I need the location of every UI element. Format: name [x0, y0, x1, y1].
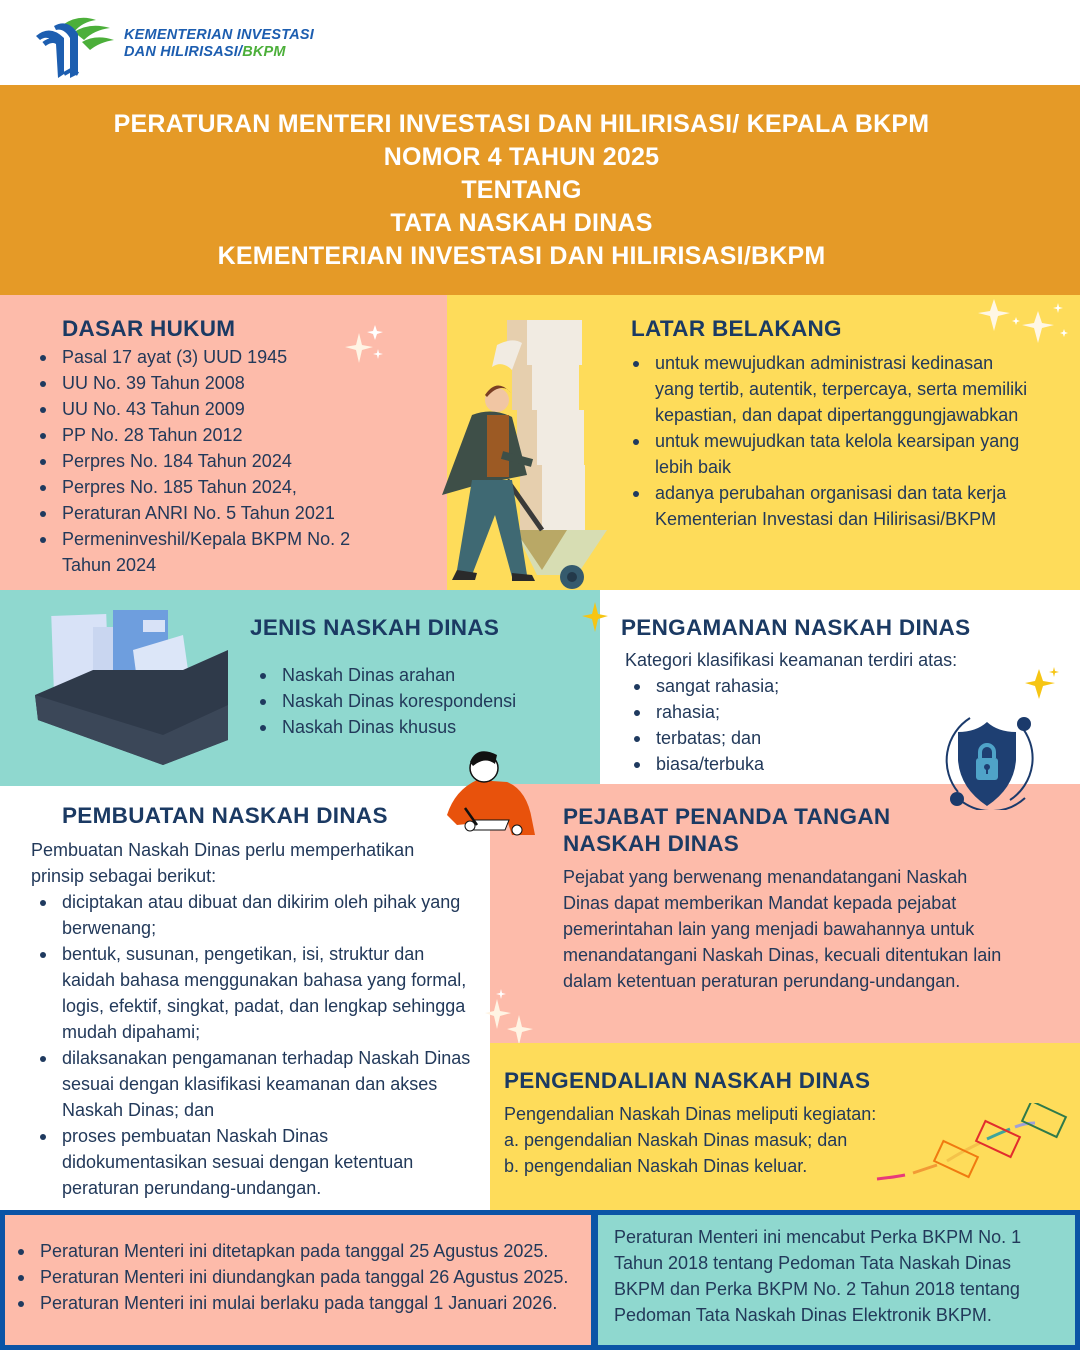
list-item: Peraturan ANRI No. 5 Tahun 2021 [37, 500, 397, 526]
list-item: Naskah Dinas khusus [257, 714, 577, 740]
footer-dates-list [15, 1238, 595, 1316]
list-item: sangat rahasia; [631, 673, 891, 699]
sparkle-icon [580, 600, 610, 636]
dasar-hukum-list [37, 344, 397, 578]
logo-header [0, 0, 1080, 85]
sparkle-icon [972, 295, 1072, 353]
latar-belakang-list [630, 350, 1035, 532]
list-item: adanya perubahan organisasi dan tata kerja Kementerian Investasi dan Hilirisasi/BKPM [630, 480, 1035, 532]
list-item: Naskah Dinas arahan [257, 662, 577, 688]
list-item: proses pembuatan Naskah Dinas didokumentasikan sesuai dengan ketentuan peraturan perundang-undangan. [37, 1123, 477, 1201]
pembuatan-list [37, 889, 477, 1201]
banner-line-4: TATA NASKAH DINAS [390, 209, 653, 237]
list-item: PP No. 28 Tahun 2012 [37, 422, 397, 448]
list-item: Peraturan Menteri ini ditetapkan pada tanggal 25 Agustus 2025. [15, 1238, 595, 1264]
list-item: untuk mewujudkan administrasi kedinasan yang tertib, autentik, terpercaya, serta memiliki kepastian, dan dapat dipertanggungjawabkan [630, 350, 1035, 428]
section-title: PEMBUATAN NASKAH DINAS [62, 803, 388, 828]
list-item: bentuk, susunan, pengetikan, isi, struktur dan kaidah bahasa menggunakan bahasa yang formal, logis, efektif, singkat, padat, dan lengkap sehingga mudah dipahami; [37, 941, 477, 1045]
list-item: biasa/terbuka [631, 751, 891, 777]
list-item: diciptakan atau dibuat dan dikirim oleh pihak yang berwenang; [37, 889, 477, 941]
man-pushing-documents-illustration [417, 315, 627, 590]
pengendalian-intro: Pengendalian Naskah Dinas meliputi kegiatan: [504, 1104, 877, 1124]
sparkle-icon [485, 989, 535, 1049]
list-item: UU No. 39 Tahun 2008 [37, 370, 397, 396]
logo-line-2-accent: BKPM [242, 44, 286, 60]
footer-revocation-box [593, 1210, 1080, 1350]
list-item: Perpres No. 184 Tahun 2024 [37, 448, 397, 474]
section-title: JENIS NASKAH DINAS [250, 615, 500, 640]
jenis-list [257, 662, 577, 740]
ministry-logo-icon [34, 14, 116, 78]
pengamanan-list [631, 673, 891, 777]
section-title: LATAR BELAKANG [631, 316, 842, 341]
section-pembuatan-naskah-dinas [0, 786, 490, 1210]
list-item: Naskah Dinas korespondensi [257, 688, 577, 714]
section-title: PEJABAT PENANDA TANGAN NASKAH DINAS [563, 804, 891, 856]
banner-line-3: TENTANG [461, 176, 582, 204]
section-pengendalian-naskah-dinas [490, 1043, 1080, 1210]
pengendalian-item-b: b. pengendalian Naskah Dinas keluar. [504, 1156, 808, 1176]
pengamanan-intro: Kategori klasifikasi keamanan terdiri atas: [625, 650, 958, 670]
section-title: PENGAMANAN NASKAH DINAS [621, 615, 971, 640]
logo-wordmark [124, 27, 314, 61]
list-item: dilaksanakan pengamanan terhadap Naskah Dinas sesuai dengan klasifikasi keamanan dan akses Naskah Dinas; dan [37, 1045, 477, 1123]
list-item: untuk mewujudkan tata kelola kearsipan yang lebih baik [630, 428, 1035, 480]
sparkle-icon [345, 325, 387, 367]
pejabat-body: Pejabat yang berwenang menandatangani Naskah Dinas dapat memberikan Mandat kepada pejabat pemerintahan lain yang menjadi bawahannya untuk menandatangani Naskah Dinas, kecuali ditentukan lain dalam ketentuan peraturan perundang-undangan. [563, 867, 1002, 991]
sparkle-icon [1025, 665, 1061, 701]
list-item: terbatas; dan [631, 725, 891, 751]
list-item: Permeninveshil/Kepala BKPM No. 2 Tahun 2024 [37, 526, 397, 578]
list-item: Peraturan Menteri ini mulai berlaku pada tanggal 1 Januari 2026. [15, 1290, 595, 1316]
footer-dates-box [0, 1210, 596, 1350]
banner-line-1: PERATURAN MENTERI INVESTASI DAN HILIRISASI/ KEPALA BKPM [113, 110, 930, 138]
footer-revocation-text: Peraturan Menteri ini mencabut Perka BKPM No. 1 Tahun 2018 tentang Pedoman Tata Naskah Dinas BKPM dan Perka BKPM No. 2 Tahun 2018 tentang Pedoman Tata Naskah Dinas Elektronik BKPM. [614, 1227, 1022, 1325]
list-item: Perpres No. 185 Tahun 2024, [37, 474, 397, 500]
document-tray-illustration [33, 605, 233, 765]
logo-line-1: KEMENTERIAN INVESTASI [124, 27, 315, 43]
banner-line-2: NOMOR 4 TAHUN 2025 [383, 143, 660, 171]
logo-line-2-main: DAN HILIRISASI/ [124, 44, 243, 60]
pembuatan-intro: Pembuatan Naskah Dinas perlu memperhatikan prinsip sebagai berikut: [31, 840, 415, 886]
section-title: PENGENDALIAN NASKAH DINAS [504, 1068, 871, 1093]
section-dasar-hukum [0, 295, 447, 590]
pengendalian-item-a: a. pengendalian Naskah Dinas masuk; dan [504, 1130, 848, 1150]
section-latar-belakang [447, 295, 1080, 590]
document-flow-illustration [875, 1103, 1075, 1188]
list-item: Peraturan Menteri ini diundangkan pada tanggal 26 Agustus 2025. [15, 1264, 595, 1290]
logo-line-2 [124, 44, 314, 61]
man-writing-illustration [437, 740, 537, 842]
section-title: DASAR HUKUM [62, 316, 236, 341]
security-shield-lock-icon [930, 710, 1045, 810]
banner-line-5: KEMENTERIAN INVESTASI DAN HILIRISASI/BKPM [217, 242, 826, 270]
section-pejabat-penanda-tangan [490, 784, 1080, 1043]
list-item: Pasal 17 ayat (3) UUD 1945 [37, 344, 397, 370]
list-item: UU No. 43 Tahun 2009 [37, 396, 397, 422]
list-item: rahasia; [631, 699, 891, 725]
title-banner [0, 85, 1080, 295]
